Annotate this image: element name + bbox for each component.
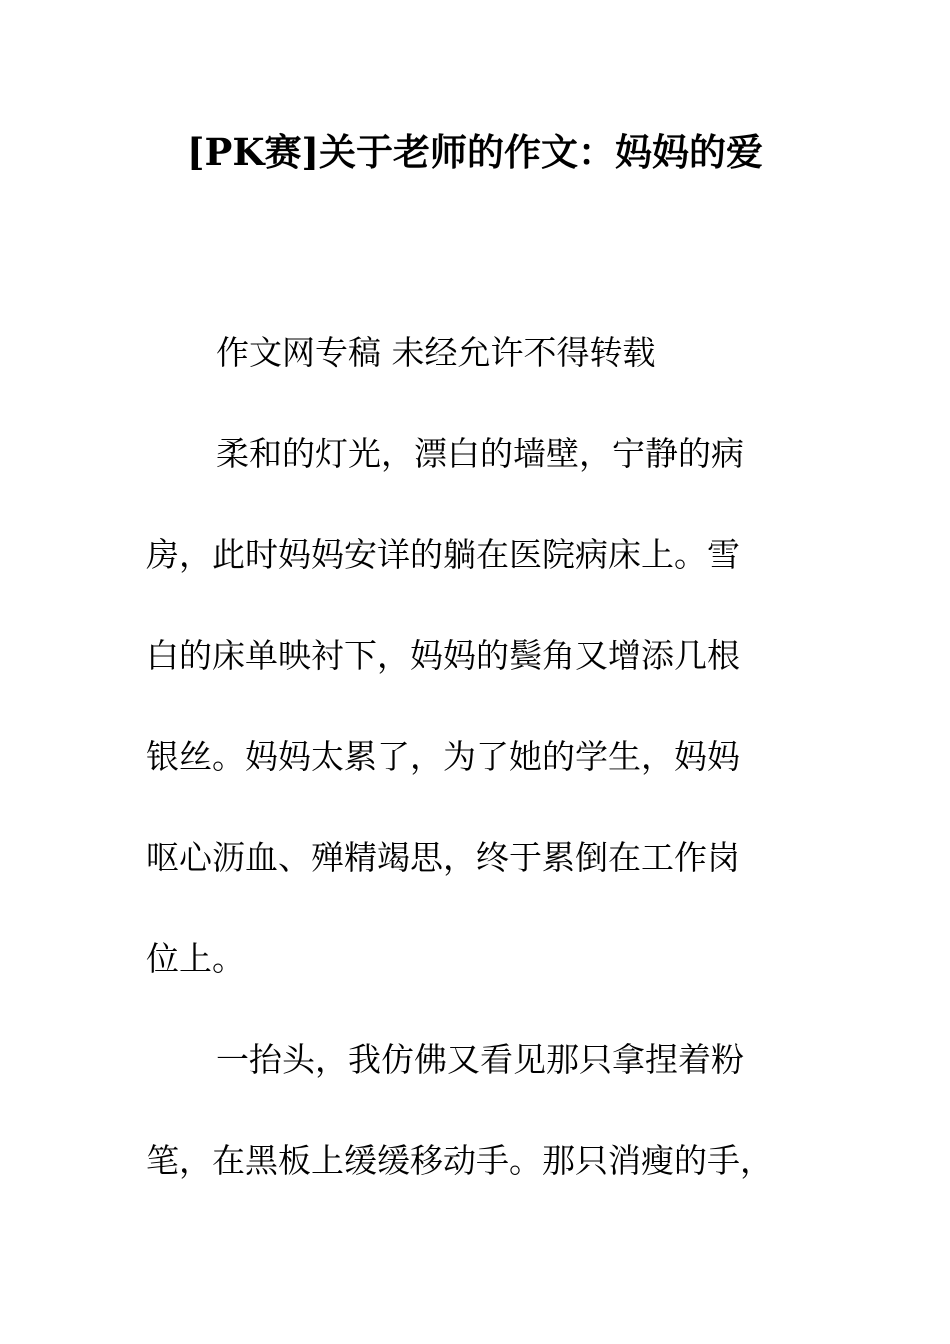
paragraph-line: 作文网专稿 未经允许不得转载 — [216, 333, 656, 372]
paragraph-line: 位上。 — [146, 939, 245, 978]
paragraph-line: 房，此时妈妈安详的躺在医院病床上。雪 — [146, 535, 740, 574]
document-title: [PK赛]关于老师的作文：妈妈的爱 — [187, 130, 763, 174]
document-body — [146, 302, 801, 1211]
paragraph-line: 白的床单映衬下，妈妈的鬓角又增添几根 — [146, 636, 740, 675]
paragraph-line: 呕心沥血、殚精竭思，终于累倒在工作岗 — [146, 838, 740, 877]
paragraph-line: 一抬头，我仿佛又看见那只拿捏着粉 — [216, 1040, 744, 1079]
paragraph-line: 柔和的灯光，漂白的墙壁，宁静的病 — [216, 434, 744, 473]
paragraph-line: 银丝。妈妈太累了，为了她的学生，妈妈 — [146, 737, 740, 776]
paragraph-line: 笔，在黑板上缓缓移动手。那只消瘦的手， — [146, 1141, 773, 1180]
